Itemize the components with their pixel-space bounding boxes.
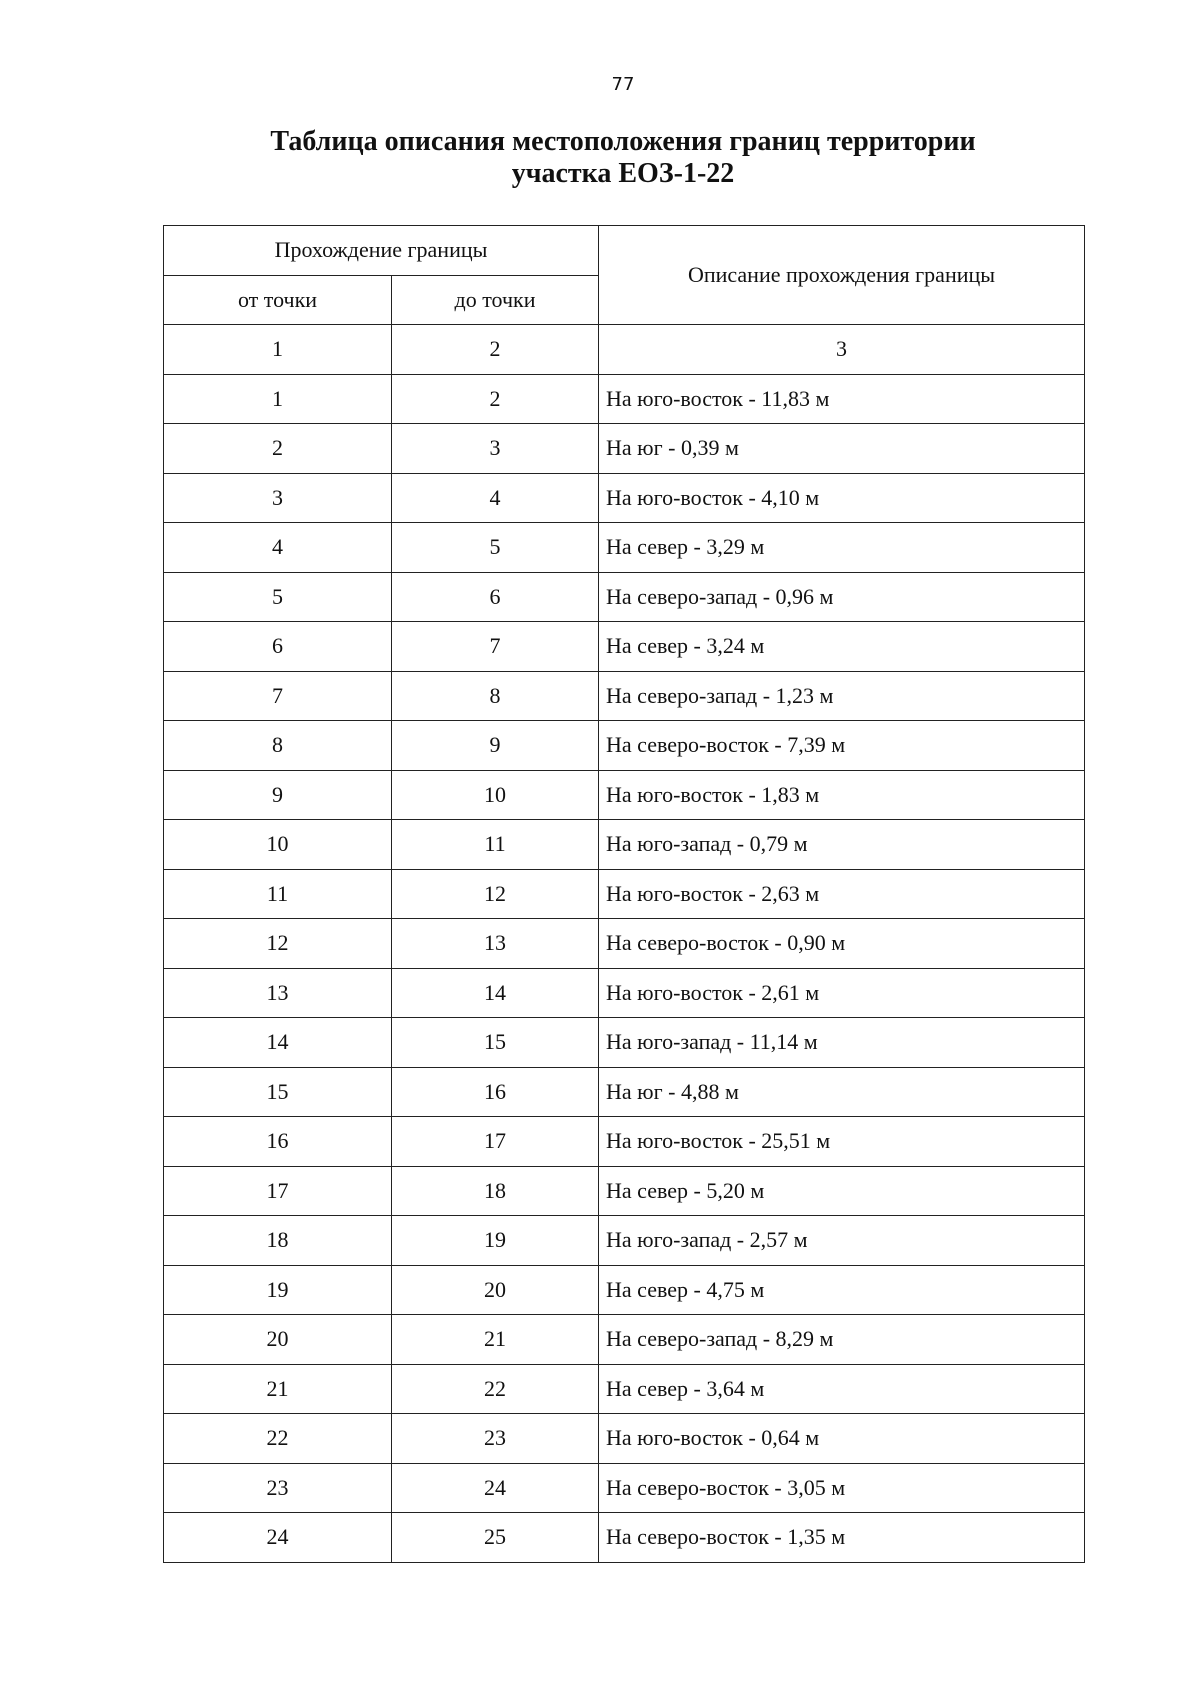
- to-point-cell: 3: [392, 424, 599, 474]
- table-body: [164, 374, 1085, 1562]
- from-point-cell: 10: [164, 820, 392, 870]
- from-point-cell: 2: [164, 424, 392, 474]
- from-point-cell: 21: [164, 1364, 392, 1414]
- table-row: [164, 721, 1085, 771]
- table-row: [164, 671, 1085, 721]
- table-row: [164, 1117, 1085, 1167]
- to-point-cell: 6: [392, 572, 599, 622]
- description-cell: На юго-восток - 2,63 м: [599, 869, 1085, 919]
- from-point-cell: 19: [164, 1265, 392, 1315]
- header-description: Описание прохождения границы: [599, 226, 1085, 325]
- from-point-cell: 17: [164, 1166, 392, 1216]
- from-point-cell: 7: [164, 671, 392, 721]
- table-row: [164, 869, 1085, 919]
- header-to-point: до точки: [392, 275, 599, 325]
- description-cell: На север - 5,20 м: [599, 1166, 1085, 1216]
- from-point-cell: 12: [164, 919, 392, 969]
- table-row: [164, 1315, 1085, 1365]
- to-point-cell: 18: [392, 1166, 599, 1216]
- from-point-cell: 11: [164, 869, 392, 919]
- from-point-cell: 1: [164, 374, 392, 424]
- to-point-cell: 23: [392, 1414, 599, 1464]
- table-row: [164, 424, 1085, 474]
- to-point-cell: 22: [392, 1364, 599, 1414]
- table-row: [164, 1364, 1085, 1414]
- to-point-cell: 2: [392, 374, 599, 424]
- description-cell: На северо-восток - 7,39 м: [599, 721, 1085, 771]
- description-cell: На северо-запад - 8,29 м: [599, 1315, 1085, 1365]
- to-point-cell: 10: [392, 770, 599, 820]
- page-number: 77: [611, 74, 635, 95]
- to-point-cell: 14: [392, 968, 599, 1018]
- title-line-1: Таблица описания местоположения границ территории: [270, 126, 976, 157]
- to-point-cell: 24: [392, 1463, 599, 1513]
- table-row: [164, 1067, 1085, 1117]
- from-point-cell: 6: [164, 622, 392, 672]
- from-point-cell: 4: [164, 523, 392, 573]
- table-row: [164, 919, 1085, 969]
- to-point-cell: 20: [392, 1265, 599, 1315]
- from-point-cell: 16: [164, 1117, 392, 1167]
- to-point-cell: 19: [392, 1216, 599, 1266]
- to-point-cell: 7: [392, 622, 599, 672]
- from-point-cell: 9: [164, 770, 392, 820]
- from-point-cell: 15: [164, 1067, 392, 1117]
- description-cell: На север - 3,29 м: [599, 523, 1085, 573]
- table-row: [164, 572, 1085, 622]
- description-cell: На север - 3,24 м: [599, 622, 1085, 672]
- column-number-3: 3: [599, 325, 1085, 375]
- from-point-cell: 20: [164, 1315, 392, 1365]
- to-point-cell: 16: [392, 1067, 599, 1117]
- column-number-2: 2: [392, 325, 599, 375]
- to-point-cell: 21: [392, 1315, 599, 1365]
- to-point-cell: 17: [392, 1117, 599, 1167]
- table-row: [164, 1414, 1085, 1464]
- column-number-1: 1: [164, 325, 392, 375]
- title-line-2: участка ЕОЗ-1-22: [511, 158, 735, 189]
- table-row: [164, 1018, 1085, 1068]
- description-cell: На юго-восток - 0,64 м: [599, 1414, 1085, 1464]
- description-cell: На юго-запад - 11,14 м: [599, 1018, 1085, 1068]
- table-row: [164, 622, 1085, 672]
- description-cell: На юго-восток - 25,51 м: [599, 1117, 1085, 1167]
- description-cell: На север - 4,75 м: [599, 1265, 1085, 1315]
- table-row: [164, 1463, 1085, 1513]
- table-row: [164, 770, 1085, 820]
- description-cell: На юго-запад - 0,79 м: [599, 820, 1085, 870]
- page-title: [0, 126, 1200, 190]
- description-cell: На северо-восток - 0,90 м: [599, 919, 1085, 969]
- description-cell: На юг - 4,88 м: [599, 1067, 1085, 1117]
- to-point-cell: 11: [392, 820, 599, 870]
- description-cell: На юго-восток - 11,83 м: [599, 374, 1085, 424]
- from-point-cell: 18: [164, 1216, 392, 1266]
- to-point-cell: 5: [392, 523, 599, 573]
- table-row: [164, 820, 1085, 870]
- table-row: [164, 1265, 1085, 1315]
- table-row: [164, 1513, 1085, 1563]
- column-number-row: [164, 325, 1085, 375]
- description-cell: На северо-запад - 1,23 м: [599, 671, 1085, 721]
- boundary-description-table: [163, 225, 1085, 1563]
- to-point-cell: 8: [392, 671, 599, 721]
- from-point-cell: 14: [164, 1018, 392, 1068]
- from-point-cell: 3: [164, 473, 392, 523]
- from-point-cell: 13: [164, 968, 392, 1018]
- description-cell: На северо-восток - 1,35 м: [599, 1513, 1085, 1563]
- to-point-cell: 13: [392, 919, 599, 969]
- header-from-point: от точки: [164, 275, 392, 325]
- table-row: [164, 1216, 1085, 1266]
- to-point-cell: 15: [392, 1018, 599, 1068]
- description-cell: На юг - 0,39 м: [599, 424, 1085, 474]
- table-row: [164, 523, 1085, 573]
- table-row: [164, 968, 1085, 1018]
- table-row: [164, 374, 1085, 424]
- to-point-cell: 12: [392, 869, 599, 919]
- table-row: [164, 1166, 1085, 1216]
- from-point-cell: 23: [164, 1463, 392, 1513]
- to-point-cell: 4: [392, 473, 599, 523]
- header-boundary-passage: Прохождение границы: [164, 226, 599, 276]
- from-point-cell: 5: [164, 572, 392, 622]
- description-cell: На северо-восток - 3,05 м: [599, 1463, 1085, 1513]
- from-point-cell: 8: [164, 721, 392, 771]
- header-row-1: [164, 226, 1085, 276]
- from-point-cell: 24: [164, 1513, 392, 1563]
- description-cell: На юго-запад - 2,57 м: [599, 1216, 1085, 1266]
- description-cell: На юго-восток - 1,83 м: [599, 770, 1085, 820]
- to-point-cell: 9: [392, 721, 599, 771]
- table-row: [164, 473, 1085, 523]
- description-cell: На юго-восток - 2,61 м: [599, 968, 1085, 1018]
- description-cell: На северо-запад - 0,96 м: [599, 572, 1085, 622]
- to-point-cell: 25: [392, 1513, 599, 1563]
- from-point-cell: 22: [164, 1414, 392, 1464]
- description-cell: На север - 3,64 м: [599, 1364, 1085, 1414]
- description-cell: На юго-восток - 4,10 м: [599, 473, 1085, 523]
